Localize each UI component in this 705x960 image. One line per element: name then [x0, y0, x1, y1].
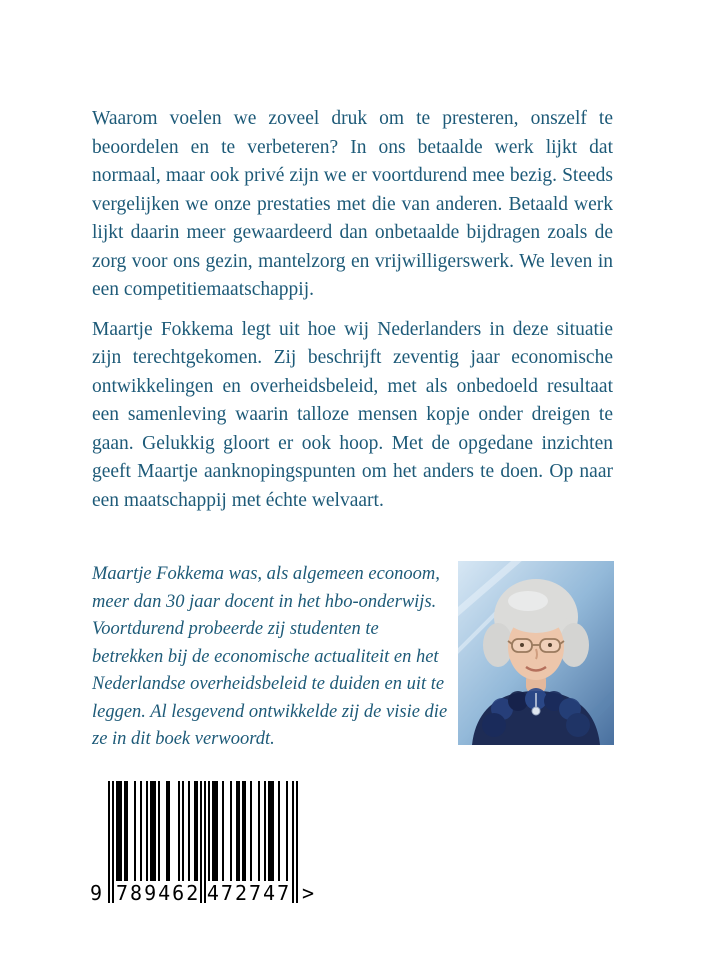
blurb-paragraph-2: Maartje Fokkema legt uit hoe wij Nederlanders in deze situatie zijn terechtgekomen. Zij beschrijft zeventig jaar economische ontwikkelingen en overheidsbeleid, met als onbedoeld resultaat een samenleving waarin talloze mensen kopje onder dreigen te gaan. Gelukkig gloort er ook hoop. Met de opgedane inzichten geeft Maartje aanknopingspunten om het anders te doen. Op naar een maatschappij met échte welvaart. — [92, 318, 613, 511]
barcode-bar — [258, 781, 260, 881]
barcode-digits-right: 472747 — [206, 881, 292, 905]
barcode-bar — [296, 781, 298, 903]
barcode-bar — [200, 781, 202, 903]
barcode-bar — [222, 781, 224, 881]
barcode-bar — [178, 781, 180, 881]
barcode-bar — [120, 781, 122, 881]
barcode-bar — [292, 781, 294, 903]
barcode-bar — [272, 781, 274, 881]
author-section — [92, 561, 614, 754]
barcode-bar — [238, 781, 240, 881]
barcode-bar — [264, 781, 266, 881]
barcode-bar — [134, 781, 136, 881]
author-photo — [458, 561, 614, 745]
barcode-digits-left: 789462 — [116, 881, 201, 905]
barcode-bar — [208, 781, 210, 881]
barcode-bar — [196, 781, 198, 881]
barcode — [92, 781, 332, 909]
barcode-bar — [108, 781, 110, 903]
barcode-bar — [158, 781, 160, 881]
barcode-bar — [278, 781, 280, 881]
barcode-digit-lead: 9 — [90, 881, 103, 905]
barcode-bar — [250, 781, 252, 881]
barcode-bar — [188, 781, 190, 881]
barcode-bar — [126, 781, 128, 881]
barcode-bar — [244, 781, 246, 881]
author-portrait-image — [458, 561, 614, 745]
pendant — [532, 707, 540, 715]
blurb-paragraph-1: Waarom voelen we zoveel druk om te presteren, onszelf te beoordelen en te verbeteren? In ons betaalde werk lijkt dat normaal, maar ook privé zijn we er voortdurend mee bezig. Steeds vergelijken we onze prestaties met die van anderen. Betaald werk lijkt daarin meer gewaardeerd dan onbetaalde bijdragen zoals de zorg voor ons gezin, mantelzorg en vrijwilligerswerk. We leven in een competitiemaatschappij. — [92, 108, 613, 300]
barcode-bar — [154, 781, 156, 881]
barcode-bar — [182, 781, 184, 881]
barcode-bar — [146, 781, 148, 881]
barcode-trailing-mark: > — [302, 881, 315, 905]
barcode-bar — [112, 781, 114, 903]
barcode-bar — [230, 781, 232, 881]
barcode-bar — [286, 781, 288, 881]
author-bio-text: Maartje Fokkema was, als algemeen econoom, meer dan 30 jaar docent in het hbo-onderwijs. Voortdurend probeerde zij studenten te betrekken bij de economische actualiteit en het Nederlandse overheidsbeleid te duiden en uit te leggen. Al lesgevend ontwikkelde zij de visie die ze in dit boek verwoordt. — [92, 564, 448, 749]
blurb — [92, 105, 613, 515]
barcode-bar — [140, 781, 142, 881]
barcode-bar — [216, 781, 218, 881]
barcode-bar — [168, 781, 170, 881]
